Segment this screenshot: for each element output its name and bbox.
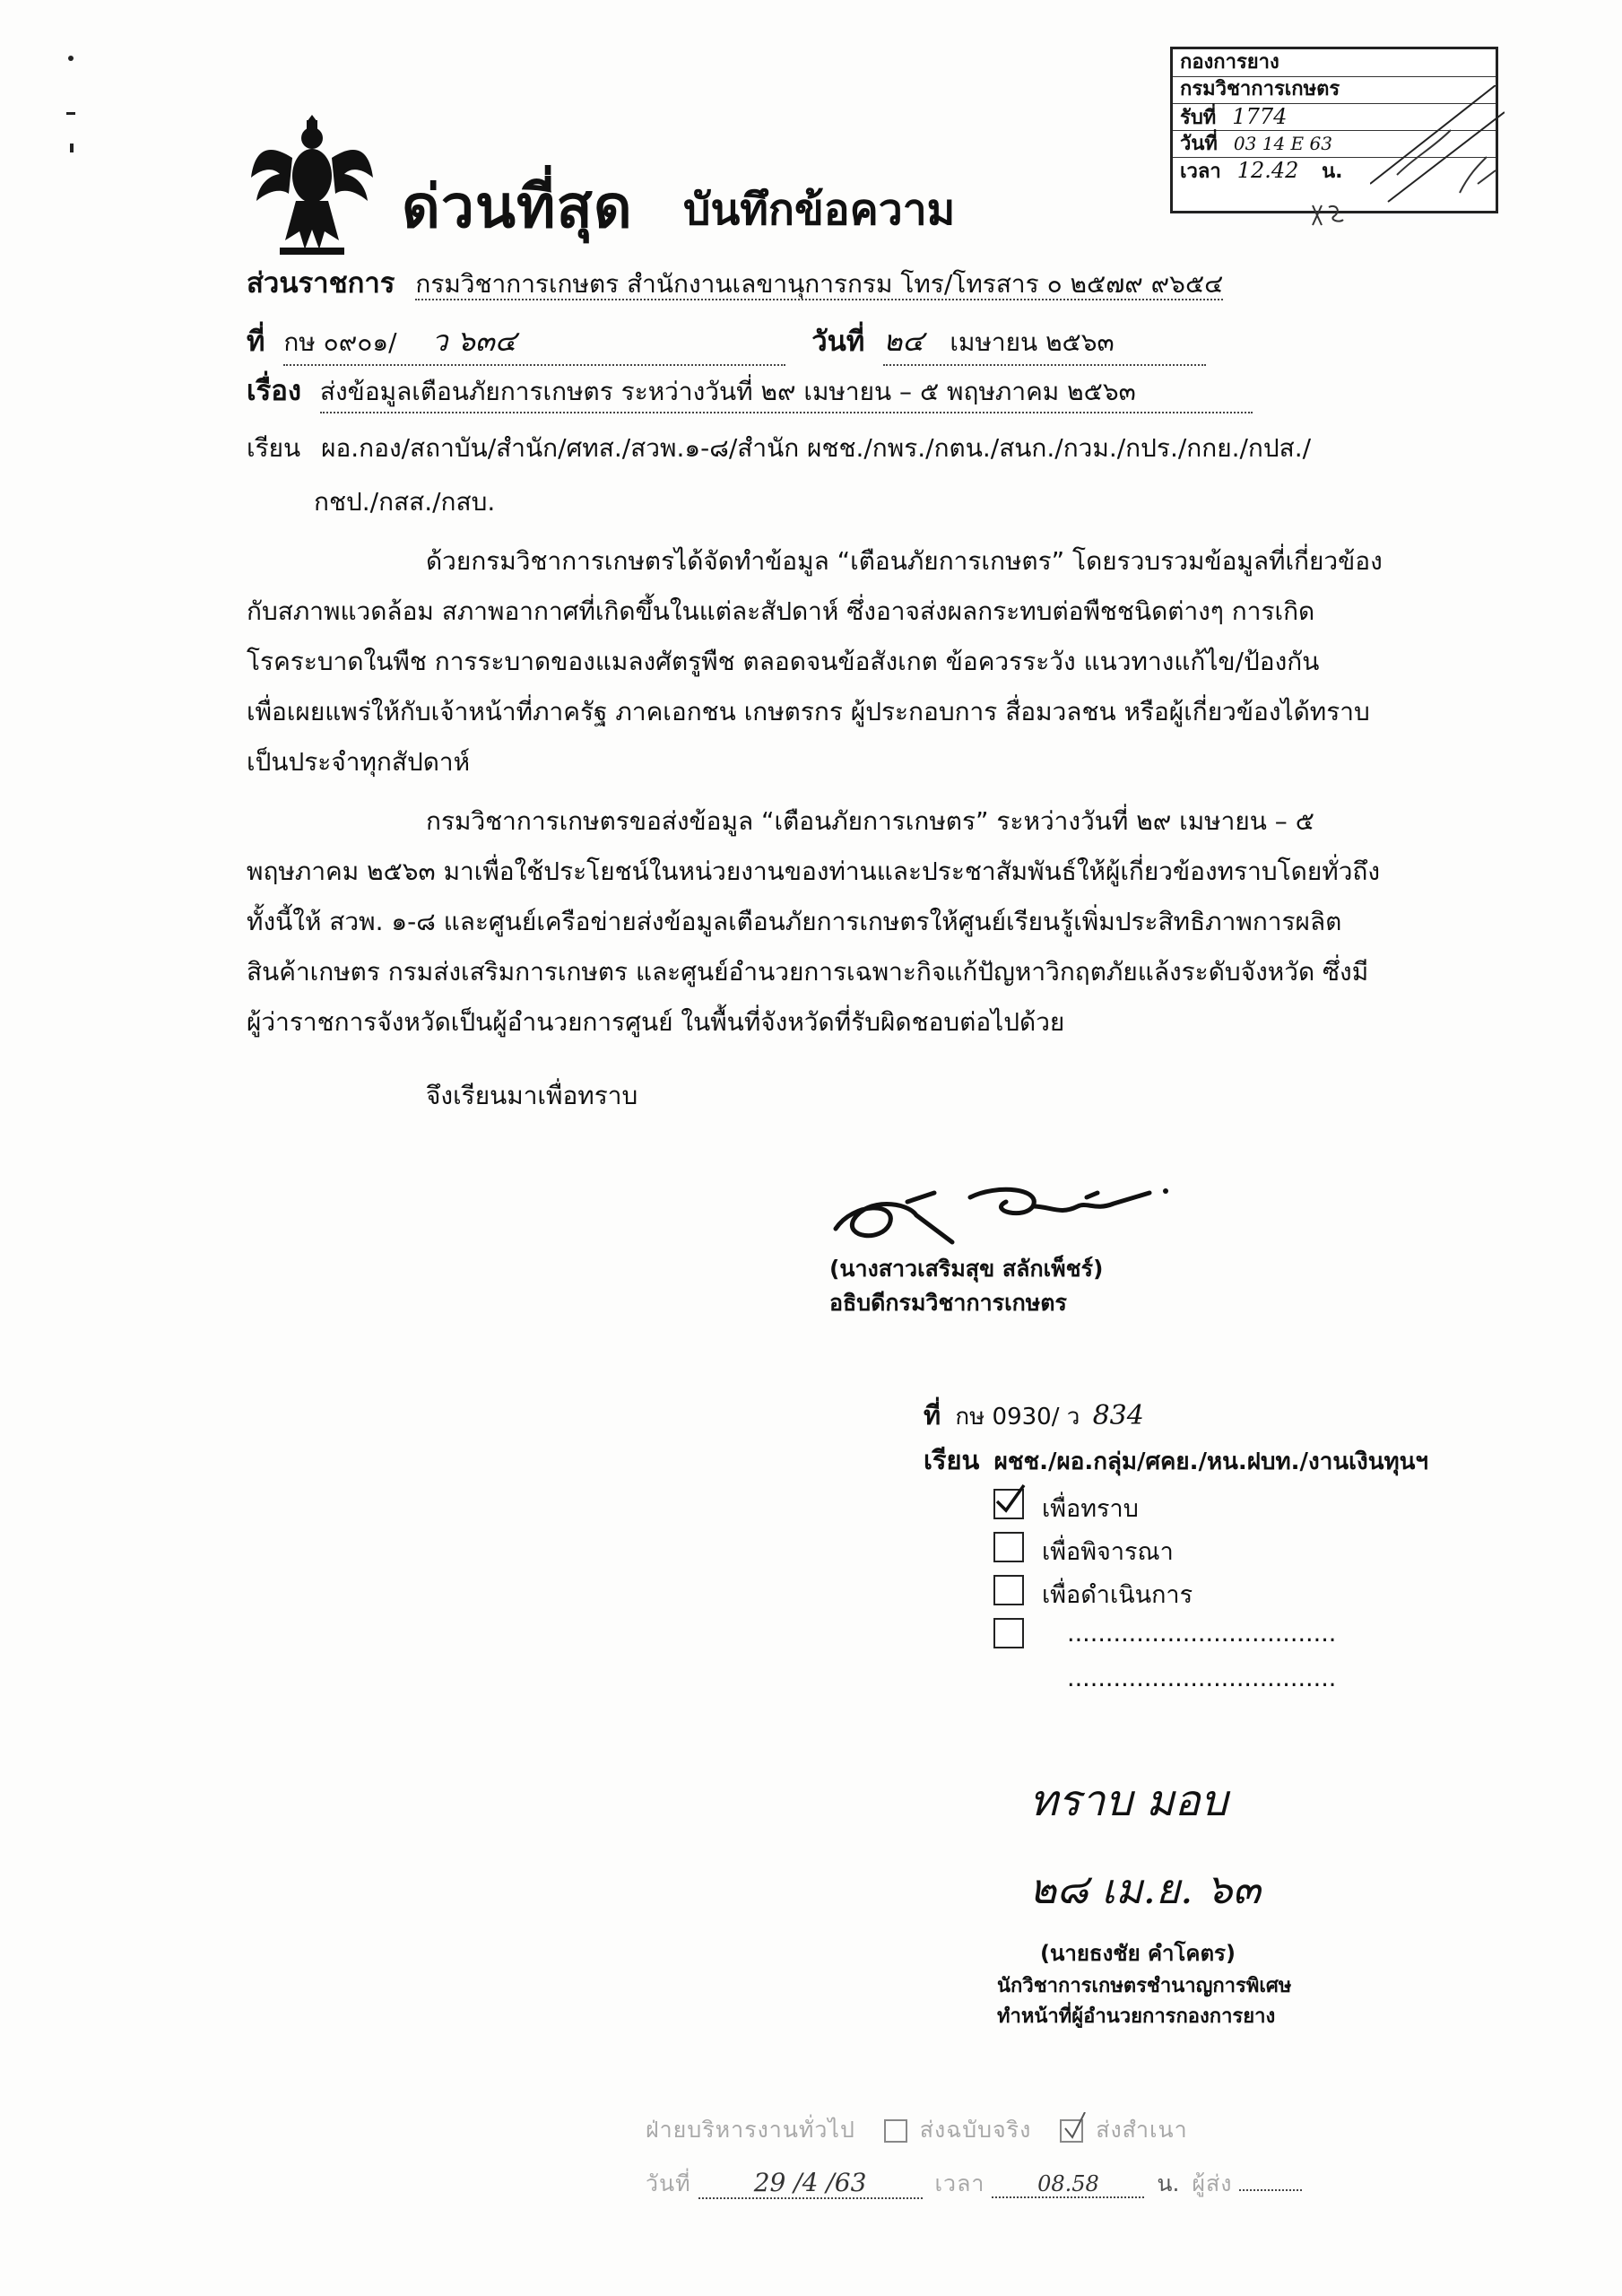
body-paragraph-1 xyxy=(247,536,1430,787)
urgency-heading: ด่วนที่สุด xyxy=(402,172,633,241)
checkmark-icon xyxy=(1063,2112,1087,2139)
body-line: สินค้าเกษตร กรมส่งเสริมการเกษตร และศูนย์อำนวยการเฉพาะกิจแก้ปัญหาวิกฤตภัยแล้งระดับจังหวัด ซึ่งมี xyxy=(247,957,1369,987)
routing-signer-name: (นายธงชัย คำโคตร) xyxy=(1040,1941,1236,1966)
option-blank-line-2: ................................... xyxy=(1067,1665,1337,1692)
margin-mark xyxy=(70,144,74,152)
dispatch-time-value: 08.58 xyxy=(992,2171,1144,2198)
dispatch-date-label: วันที่ xyxy=(646,2170,691,2196)
option-label: เพื่อพิจารณา xyxy=(1042,1538,1174,1566)
dispatch-date-value: 29 /4 /63 xyxy=(698,2168,923,2199)
director-name: (นางสาวเสริมสุข สลักเพ็ชร์) xyxy=(829,1256,1104,1282)
stamp-time: เวลา 12.42 น. xyxy=(1180,158,1343,183)
addressee-line-1: ผอ.กอง/สถาบัน/สำนัก/ศทส./สวพ.๑-๘/สำนัก ผชช./กพร./กตน./สนก./กวม./กปร./กกย./กปส./ xyxy=(321,433,1312,463)
body-line: กรมวิชาการเกษตรขอส่งข้อมูล “เตือนภัยการเกษตร” ระหว่างวันที่ ๒๙ เมษายน – ๕ xyxy=(426,806,1314,836)
body-line: พฤษภาคม ๒๕๖๓ มาเพื่อใช้ประโยชน์ในหน่วยงานของท่านและประชาสัมพันธ์ให้ผู้เกี่ยวข้องทราบโดยทั่วถึง xyxy=(247,857,1381,886)
dispatch-stamp-row-2 xyxy=(646,2166,1302,2202)
body-line: โรคระบาดในพืช การระบาดของแมลงศัตรูพืช ตลอดจนข้อสังเกต ข้อควรระวัง แนวทางแก้ไข/ป้องกัน xyxy=(247,647,1320,676)
option-checkbox[interactable] xyxy=(993,1575,1024,1605)
option-checkbox-checked[interactable] xyxy=(993,1489,1024,1519)
subject-label: เรื่อง xyxy=(247,375,302,407)
body-line: กับสภาพแวดล้อม สภาพอากาศที่เกิดขึ้นในแต่ละสัปดาห์ ซึ่งอาจส่งผลกระทบต่อพืชชนิดต่างๆ การเกิด xyxy=(247,596,1315,626)
option-checkbox[interactable] xyxy=(993,1532,1024,1562)
routing-signer-title-2: ทำหน้าที่ผู้อำนวยการกองการยาง xyxy=(997,2005,1276,2028)
reference-label: ที่ xyxy=(247,326,265,358)
routing-reference-row xyxy=(924,1395,1144,1436)
handwritten-date: ๒๘ เม.ย. ๖๓ xyxy=(1029,1865,1261,1913)
director-title: อธิบดีกรมวิชาการเกษตร xyxy=(829,1290,1067,1316)
dispatch-time-label: เวลา xyxy=(934,2170,985,2196)
routing-reference-value: กษ 0930/ ว xyxy=(955,1404,1080,1431)
body-paragraph-2 xyxy=(247,796,1430,1048)
body-line: ทั้งนี้ให้ สวพ. ๑-๘ และศูนย์เครือข่ายส่งข้อมูลเตือนภัยการเกษตรให้ศูนย์เรียนรู้เพิ่มประสิทธิภาพการผลิต xyxy=(247,907,1342,936)
garuda-emblem-icon xyxy=(249,115,375,257)
dispatch-stamp-row-1 xyxy=(646,2112,1188,2148)
routing-addressee-row xyxy=(924,1439,1428,1481)
dispatch-sender-label: ผู้ส่ง xyxy=(1192,2170,1233,2196)
body-line: ผู้ว่าราชการจังหวัดเป็นผู้อำนวยการศูนย์ ในพื้นที่จังหวัดที่รับผิดชอบต่อไปด้วย xyxy=(247,1007,1065,1037)
addressee-line-2: กชป./กสส./กสบ. xyxy=(314,487,496,517)
addressee-label: เรียน xyxy=(247,433,301,463)
stamp-handwritten-scribble xyxy=(1370,85,1505,220)
subject-row xyxy=(247,368,1253,413)
addressee-row xyxy=(247,429,1311,468)
option-label: เพื่อทราบ xyxy=(1042,1495,1139,1523)
closing-line: จึงเรียนมาเพื่อทราบ xyxy=(426,1081,638,1110)
dispatch-sender-value xyxy=(1239,2189,1302,2191)
option-label: เพื่อดำเนินการ xyxy=(1042,1581,1193,1609)
body-line: เพื่อเผยแพร่ให้กับเจ้าหน้าที่ภาครัฐ ภาคเอกชน เกษตรกร ผู้ประกอบการ สื่อมวลชน หรือผู้เกี่ยวข้องได้ทราบ xyxy=(247,697,1370,726)
stamp-date: วันที่ 03 14 E 63 xyxy=(1173,130,1496,158)
routing-addressee-value: ผชช./ผอ.กลุ่ม/ศคย./หน.ฝบท./งานเงินทุนฯ xyxy=(993,1448,1428,1475)
reference-row xyxy=(247,318,1206,366)
agency-row xyxy=(247,260,1223,305)
routing-signer-title-1: นักวิชาการเกษตรชำนาญการพิเศษ xyxy=(997,1975,1292,1997)
margin-mark xyxy=(68,56,74,61)
dispatch-option-a: ส่งฉบับจริง xyxy=(919,2117,1032,2143)
option-checkbox[interactable] xyxy=(993,1618,1024,1648)
director-signature xyxy=(818,1166,1194,1265)
margin-mark xyxy=(66,112,75,115)
date-value: ๒๔ เมษายน ๒๕๖๓ xyxy=(883,318,1206,366)
dispatch-checkbox-checked[interactable] xyxy=(1060,2119,1083,2143)
checkmark-icon xyxy=(993,1483,1026,1516)
stamp-receipt-number: รับที่ 1774 xyxy=(1173,103,1496,131)
body-line: ด้วยกรมวิชาการเกษตรได้จัดทำข้อมูล “เตือนภัยการเกษตร” โดยรวบรวมข้อมูลที่เกี่ยวข้อง xyxy=(426,546,1383,576)
routing-reference-label: ที่ xyxy=(924,1400,941,1431)
dispatch-label: ฝ่ายบริหารงานทั่วไป xyxy=(646,2117,855,2143)
document-type-heading: บันทึกข้อความ xyxy=(683,185,956,235)
dispatch-time-unit: น. xyxy=(1157,2170,1180,2196)
stamp-division: กองการยาง xyxy=(1173,49,1496,77)
date-label: วันที่ xyxy=(811,326,865,358)
stamp-initials xyxy=(1309,202,1345,234)
agency-label: ส่วนราชการ xyxy=(247,267,395,300)
reference-value: กษ ๐๙๐๑/ ว ๖๓๔ xyxy=(283,318,785,366)
subject-value: ส่งข้อมูลเตือนภัยการเกษตร ระหว่างวันที่ ๒๙ เมษายน – ๕ พฤษภาคม ๒๕๖๓ xyxy=(320,372,1253,413)
agency-value: กรมวิชาการเกษตร สำนักงานเลขานุการกรม โทร/โทรสาร ๐ ๒๕๗๙ ๙๖๕๔ xyxy=(415,269,1224,299)
routing-addressee-label: เรียน xyxy=(924,1445,980,1475)
dispatch-checkbox[interactable] xyxy=(884,2119,907,2143)
routing-reference-number: 834 xyxy=(1092,1400,1144,1431)
stamp-department: กรมวิชาการเกษตร xyxy=(1173,76,1496,104)
handwritten-note: ทราบ มอบ xyxy=(1029,1776,1228,1826)
option-blank-line: ................................... xyxy=(1067,1620,1337,1648)
dispatch-option-b: ส่งสำเนา xyxy=(1096,2117,1188,2143)
body-line: เป็นประจำทุกสัปดาห์ xyxy=(247,747,471,777)
receipt-stamp xyxy=(1170,47,1498,213)
